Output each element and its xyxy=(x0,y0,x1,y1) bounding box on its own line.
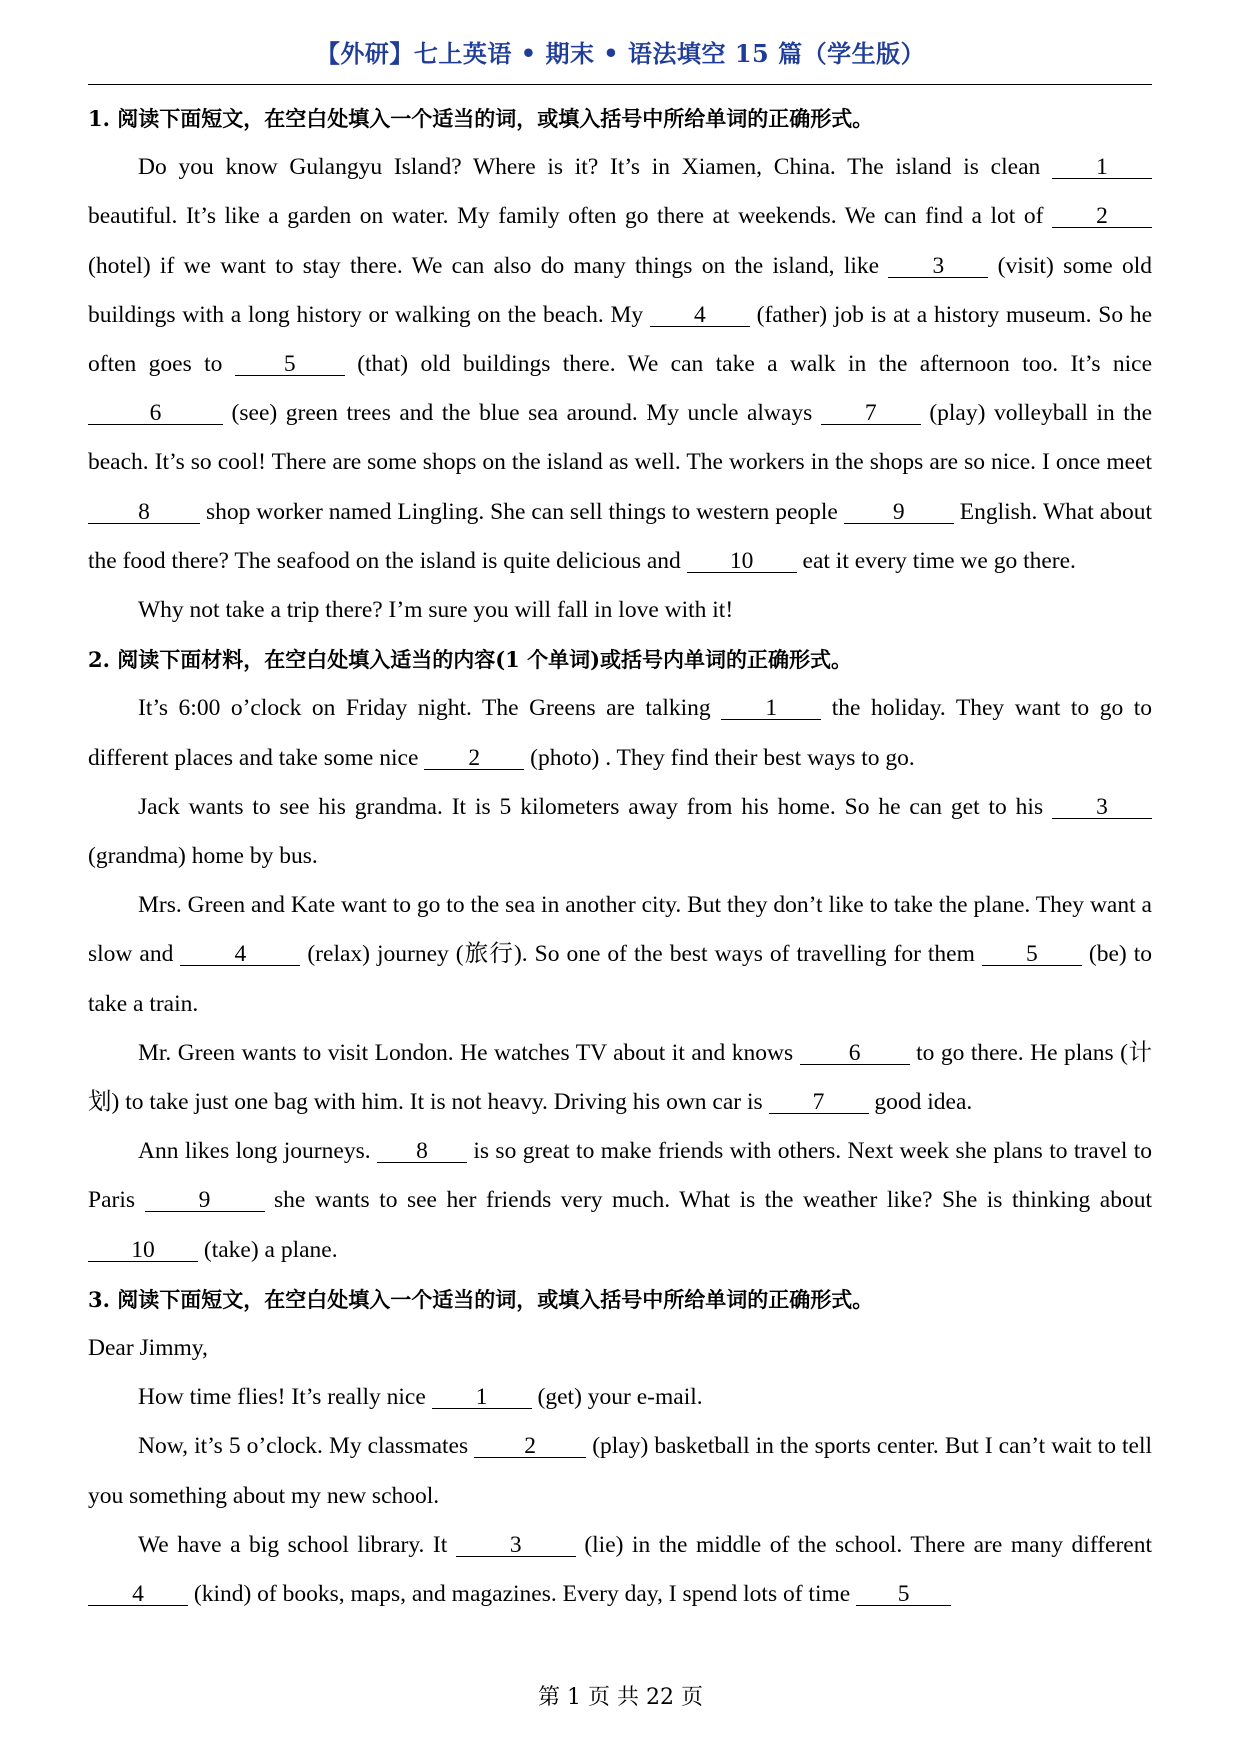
question-2-instruction: 2. 阅读下面材料，在空白处填入适当的内容(1 个单词)或括号内单词的正确形式。 xyxy=(88,647,853,673)
text: (visit) some old buildings with a long history or walking on the beach. My xyxy=(88,252,1153,328)
text: (father) job is at a history museum. So he often goes to xyxy=(88,301,1153,378)
document-body xyxy=(88,94,1152,1619)
document-header: 【外研】七上英语 • 期末 • 语法填空 15 篇（学生版） xyxy=(315,39,926,68)
blank-q2-3[interactable]: 3 xyxy=(1052,796,1152,819)
blank-q1-5[interactable]: 5 xyxy=(235,353,345,376)
text: beautiful. It’s like a garden on water. My family often go there at weekends. We can find a lot of xyxy=(88,203,1044,230)
blank-q2-7[interactable]: 7 xyxy=(769,1091,869,1114)
blank-q1-6[interactable]: 6 xyxy=(88,402,223,425)
text: We have a big school library. It xyxy=(138,1531,448,1558)
blank-q1-4[interactable]: 4 xyxy=(650,304,750,327)
text: eat it every time we go there. xyxy=(802,547,1076,574)
q1-paragraph-2: Why not take a trip there? I’m sure you will fall in love with it! xyxy=(138,597,734,624)
text: Mrs. Green and Kate want to go to the sea in another city. But they don’t like to take the plane. They want a slow and xyxy=(88,892,1152,968)
text: (play) basketball in the sports center. But I can’t wait to tell you something about my new school. xyxy=(88,1433,1153,1509)
text: Now, it’s 5 o’clock. My classmates xyxy=(138,1433,469,1460)
text: (get) your e-mail. xyxy=(537,1384,703,1411)
blank-q1-8[interactable]: 8 xyxy=(88,501,200,524)
text: Ann likes long journeys. xyxy=(138,1138,371,1165)
blank-q2-6[interactable]: 6 xyxy=(800,1042,910,1065)
text: How time flies! It’s really nice xyxy=(138,1384,426,1411)
letter-greeting: Dear Jimmy, xyxy=(88,1335,208,1362)
q3-paragraph-2 xyxy=(88,1422,1152,1520)
blank-q2-10[interactable]: 10 xyxy=(88,1239,198,1262)
text: (relax) journey (旅行). So one of the best ways of travelling for them xyxy=(307,941,975,968)
question-1-instruction: 1. 阅读下面短文，在空白处填入一个适当的词，或填入括号中所给单词的正确形式。 xyxy=(88,106,874,131)
text: English. What about the food there? The seafood on the island is quite delicious and xyxy=(88,498,1152,574)
blank-q1-2[interactable]: 2 xyxy=(1052,205,1152,228)
blank-q2-9[interactable]: 9 xyxy=(145,1189,265,1212)
text: (photo) . They find their best ways to go. xyxy=(530,744,915,771)
blank-q3-2[interactable]: 2 xyxy=(474,1435,586,1458)
blank-q3-5[interactable]: 5 xyxy=(856,1583,951,1606)
text: (hotel) if we want to stay there. We can also do many things on the island, like xyxy=(88,252,880,279)
text: (that) old buildings there. We can take a walk in the afternoon too. It’s nice xyxy=(357,351,1153,378)
text: (grandma) home by bus. xyxy=(88,843,318,870)
blank-q1-3[interactable]: 3 xyxy=(888,255,988,278)
text: Do you know Gulangyu Island? Where is it? It’s in Xiamen, China. The island is clean xyxy=(138,154,1041,181)
text: the holiday. They want to go to different places and take some nice xyxy=(88,695,1153,771)
blank-q2-1[interactable]: 1 xyxy=(721,697,821,720)
text: (play) volleyball in the beach. It’s so cool! There are some shops on the island as well. The workers in the shops are so nice. I once meet xyxy=(88,400,1153,476)
text: (kind) of books, maps, and magazines. Every day, I spend lots of time xyxy=(193,1581,851,1608)
text: good idea. xyxy=(874,1089,973,1116)
blank-q1-9[interactable]: 9 xyxy=(844,501,954,524)
blank-q3-3[interactable]: 3 xyxy=(456,1534,576,1557)
text: Jack wants to see his grandma. It is 5 kilometers away from his home. So he can get to his xyxy=(138,793,1044,820)
text: It’s 6:00 o’clock on Friday night. The Greens are talking xyxy=(138,695,711,722)
text: she wants to see her friends very much. What is the weather like? She is thinking about xyxy=(274,1187,1153,1214)
q2-paragraph-1 xyxy=(88,684,1152,782)
q2-paragraph-5 xyxy=(88,1127,1152,1275)
blank-q1-10[interactable]: 10 xyxy=(687,550,797,573)
blank-q1-1[interactable]: 1 xyxy=(1052,156,1152,179)
text: to go there. He plans (计划) to take just one bag with him. It is not heavy. Driving his own car is xyxy=(88,1039,1153,1116)
q1-paragraph-1 xyxy=(88,143,1152,586)
q3-paragraph-1 xyxy=(88,1373,1152,1422)
text: Mr. Green wants to visit London. He watches TV about it and knows xyxy=(138,1039,794,1066)
q3-paragraph-3 xyxy=(88,1521,1152,1619)
blank-q2-5[interactable]: 5 xyxy=(982,943,1082,966)
q2-paragraph-2 xyxy=(88,783,1152,881)
text: is so great to make friends with others. Next week she plans to travel to Paris xyxy=(88,1138,1153,1214)
blank-q3-4[interactable]: 4 xyxy=(88,1583,188,1606)
blank-q2-8[interactable]: 8 xyxy=(377,1140,467,1163)
text: (be) to take a train. xyxy=(88,941,1153,1017)
blank-q2-4[interactable]: 4 xyxy=(180,943,300,966)
text: (lie) in the middle of the school. There are many different xyxy=(584,1531,1153,1558)
text: shop worker named Lingling. She can sell things to western people xyxy=(205,498,838,525)
q2-paragraph-3 xyxy=(88,881,1152,1029)
page-number: 第 1 页 共 22 页 xyxy=(538,1685,703,1710)
blank-q3-1[interactable]: 1 xyxy=(432,1386,532,1409)
header-divider xyxy=(88,84,1152,85)
question-3-instruction: 3. 阅读下面短文，在空白处填入一个适当的词，或填入括号中所给单词的正确形式。 xyxy=(88,1286,874,1312)
text: (take) a plane. xyxy=(203,1236,338,1263)
q2-paragraph-4 xyxy=(88,1029,1152,1127)
blank-q2-2[interactable]: 2 xyxy=(424,747,524,770)
text: (see) green trees and the blue sea around. My uncle always xyxy=(231,400,813,427)
blank-q1-7[interactable]: 7 xyxy=(821,402,921,425)
